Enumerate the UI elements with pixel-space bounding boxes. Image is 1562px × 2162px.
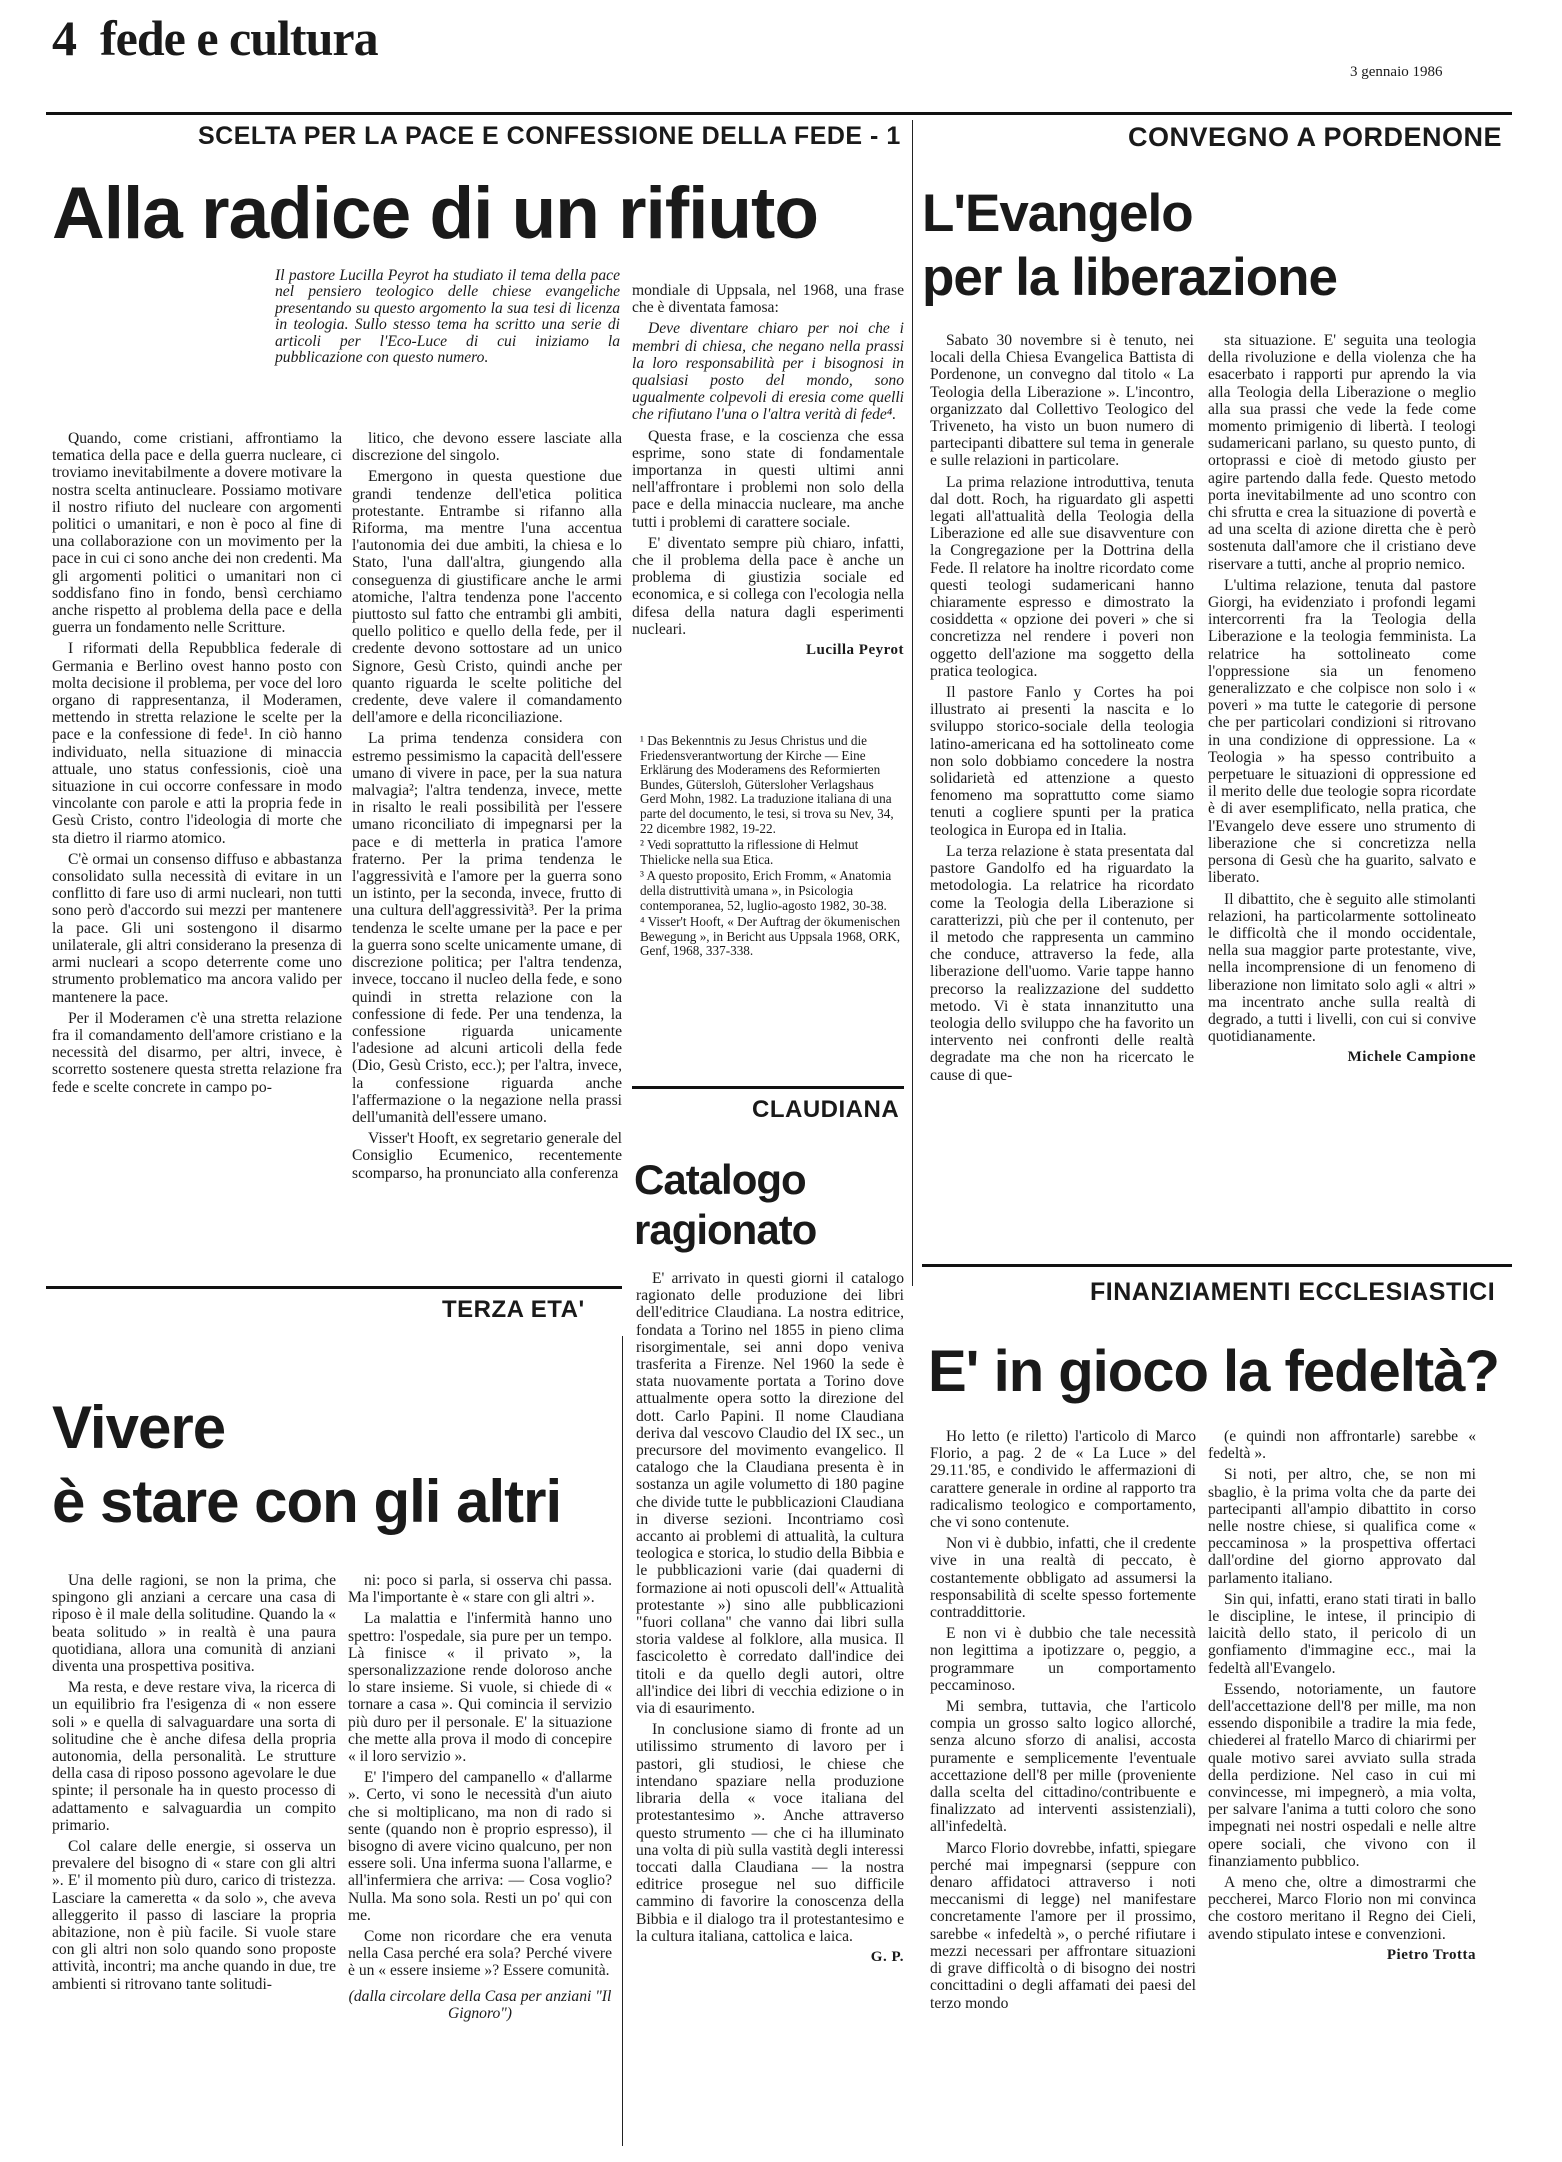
article1-title: Alla radice di un rifiuto [52,173,818,254]
footnote-1: ¹ Das Bekenntnis zu Jesus Christus und die Friedensverantwortung der Kirche — Eine Erklärung des Moderamens des Reformierten Bundes, Gütersloh, Gütersloher Verlagshaus Gerd Mohn, 1982. La traduzione italiana di una parte del documento, le tesi, si trova su Nev, 34, 22 dicembre 1982, 19-22. [640,734,894,836]
article1-col3-lead: mondiale di Uppsala, nel 1968, una frase che è diventata famosa: [632,282,904,317]
article2-col2 [1208,332,1476,1212]
article5-col2-p5: A meno che, oltre a dimostrarmi che peccherei, Marco Florio non mi convinca che costoro meritano il Regno dei Cieli, avendo stipulato intese e convenzioni. [1208,1874,1476,1943]
article3-body [636,1270,904,2146]
article1-quote: Deve diventare chiaro per noi che i membri di chiesa, che negano nella prassi la loro responsabilità per i bisognosi in qualsiasi posto del mondo, sono ugualmente colpevoli di eresia come quelli che rifiutano l'una o l'altra verità di fede⁴. [632,320,904,424]
article2-col2-p2: L'ultima relazione, tenuta dal pastore Giorgi, ha evidenziato i profondi legami intercorrenti fra la Teologia della Liberazione e la teologia femminista. La relatrice ha sottolineato come l'oppressione sia un fenomeno generalizzato e che colpisce non solo i « poveri » ma tutte le categorie di persone che per particolari condizioni si ritrovano in una condizione di oppressione. La « Teologia » ha spesso contribuito a perpetuare le situazioni di oppressione ed il merito delle due teologie sopra ricordate è di aver esemplificato, nella pratica, che l'Evangelo deve essere uno strumento di liberazione che si concretizza nella persona di Gesù che ha guarito, salvato e liberato. [1208,576,1476,887]
article2-col1-p3: Il pastore Fanlo y Cortes ha poi illustrato ai presenti la nascita e lo sviluppo storico-sociale della teologia latino-americana ed ha sottolineato come non solo dobbiamo concedere la nostra solidarietà ed attenzione a questo fenomeno ma soprattutto come siamo tenuti a cogliere spunti per la pratica teologica in Europa ed in Italia. [930,684,1194,839]
article5-col2-p4: Essendo, notoriamente, un fautore dell'accettazione dell'8 per mille, ma non essendo disponibile a tradire la mia fede, chiederei al fratello Marco di chiarirmi per quale motivo sarei avviato sulla strada della perdizione. Nel caso in cui mi convincesse, mi impegnerò, a mia volta, per salvare l'anima a tutti coloro che sono impegnati nei nostri ospedali e nelle altre opere sociali, che vivono con il finanziamento pubblico. [1208,1680,1476,1870]
article4-col2-p3: E' l'impero del campanello « d'allarme ». Certo, vi sono le necessità d'un aiuto che si moltiplicano, ma non di rado si sente (quando non è proprio espresso), il bisogno di avere vicino qualcuno, per non essere soli. Una inferma suona l'allarme, e all'infermiera che arriva: — Cosa voglio? Nulla. Ma sono sola. Resti un po' qui con me. [348,1769,612,1924]
article5-col1-p5: Marco Florio dovrebbe, infatti, spiegare perché mai impegnarsi (seppure con denaro affidatoci attraverso i noti meccanismi di legge) nel manifestare concretamente l'amore per il prossimo, sarebbe « infedeltà », o perché rifiutare i mezzi necessari per affrontare situazioni di grave difficoltà o di bisogno dei nostri concittadini o degli affamati dei paesi del terzo mondo [930,1839,1196,2012]
article5-col1-p4: Mi sembra, tuttavia, che l'articolo compia un grosso salto logico allorché, senza alcuno sforzo di analisi, accosta puramente e semplicemente l'eventuale accettazione dell'8 per mille (proveniente dalla scelta del cittadino/contribuente e finalizzato ad interventi assistenziali), all'infedeltà. [930,1698,1196,1836]
article5-col1 [930,1428,1196,2148]
article1-col3-p2: E' diventato sempre più chiaro, infatti, che il problema della pace è anche un problema di giustizia sociale ed economica, e si collega con l'ecologia nella difesa della natura dagli esperimenti nucleari. [632,534,904,638]
footnote-3: ³ A questo proposito, Erich Fromm, « Anatomia della distruttività umana », in Psicologia contemporanea, 52, luglio-agosto 1982, 30-38. [640,868,892,913]
article1-intro: Il pastore Lucilla Peyrot ha studiato il tema della pace nel pensiero teologico delle chiese evangeliche presentando su questo argomento la sua tesi di licenza in teologia. Sullo stesso tema ha scritto una serie di articoli per l'Eco-Luce di cui iniziamo la pubblicazione con questo numero. [275,267,620,367]
article1-footnotes [640,734,902,1086]
article2-author: Michele Campione [1347,1049,1476,1066]
article5-col1-p3: E non vi è dubbio che tale necessità non legittima a ipotizzare o, peggio, a programmare un comportamento peccaminoso. [930,1625,1196,1694]
article3-rule [632,1086,904,1089]
article1-col1-p2: I riformati della Repubblica federale di Germania e Berlino ovest hanno posto con molta decisione il problema, per voce del loro organo di rappresentanza, il Moderamen, mettendo in stretta relazione le scelte per la pace e la confessione di fede¹. In ciò hanno individuato, nella situazione di minaccia attuale, uno status confessionis, cioè una situazione in cui occorre confessare in modo vincolante con parole e atti la propria fede in Gesù Cristo, contro l'ideologia di morte che sta dietro il riarmo atomico. [52,640,342,847]
article5-col1-p1: Ho letto (e riletto) l'articolo di Marco Florio, a pag. 2 de « La Luce » del 29.11.'85, e condivido le affermazioni di carattere generale in ordine al rapporto tra radicalismo teologico e comportamento, che vi sono contenute. [930,1428,1196,1532]
article1-col1-p4: Per il Moderamen c'è una stretta relazione fra il comandamento dell'amore cristiano e la necessità del disarmo, per altri, invece, è scorretto sostenere questa stretta relazione fra fede e scelte concrete in campo po- [52,1009,342,1096]
article1-col2-p3: La prima tendenza considera con estremo pessimismo la capacità dell'essere umano di vivere in pace, per la sua natura malvagia²; l'altra tendenza, invece, mette in risalto le reali possibilità per l'essere umano riconciliato di impegnarsi per la pace e di metterla in pratica l'amore fraterno. Per la prima tendenza le l'aggressività e l'amore per la guerra sono un istinto, per la seconda, invece, frutto di una cultura dell'aggressività³. Per la prima tendenza le scelte umane per la pace e per la guerra sono scelte unicamente umane, di discrezione politica; per l'altra tendenza, invece, toccano il nucleo della fede, e sono quindi in stretta relazione con la confessione di fede. Per una tendenza, la confessione riguarda unicamente l'adesione ad alcuni articoli della fede (Dio, Gesù Cristo, ecc.); per l'altra, invece, la confessione riguarda anche l'affermazione o la negazione nella prassi dell'umanità dell'essere umano. [352,730,622,1126]
article5-col2-p3: Sin qui, infatti, erano stati tirati in ballo le discipline, le intese, il principio di laicità dello stato, il pericolo di un gonfiamento d'immagine ecc., mai la fedeltà all'Evangelo. [1208,1590,1476,1677]
article1-col2-p1: litico, che devono essere lasciate alla discrezione del singolo. [352,430,622,465]
article2-col2-p3: Il dibattito, che è seguito alle stimolanti relazioni, ha particolarmente sottolineato le difficoltà che il mondo occidentale, nella sua maggior parte protestante, vive, nella incomprensione di un fenomeno di liberazione non limitato solo agli « altri » ma incentrato anche sulla realtà di degrado, a tutti i livelli, con cui si convive quotidianamente. [1208,890,1476,1046]
article4-kicker: TERZA ETA' [442,1296,585,1323]
article5-col2-p2: Si noti, per altro, che, se non mi sbaglio, è la prima volta che da parte dei partecipanti all'ampio dibattito in corso nelle nostre chiese, si qualifica come « peccaminosa » la prospettiva offertaci dall'ordine del giorno approvato dal parlamento italiano. [1208,1466,1476,1587]
article4-title-line1: Vivere [52,1394,226,1461]
article4-col2-p2: La malattia e l'infermità hanno uno spettro: l'ospedale, sia pure per un tempo. Là finisce « il privato », la spersonalizzazione rende doloroso anche lo stare insieme. Si vuole, si chiede di « tornare a casa ». Qui comincia il servizio più duro per il personale. E' la situazione che mette alla prova il modo di concepire « il loro servizio ». [348,1610,612,1766]
article4-col1-p3: Col calare delle energie, si osserva un prevalere del bisogno di « stare con gli altri ». E' il momento più duro, carico di tristezza. Lasciare la cameretta « da solo », che aveva alleggerito il passo di lasciare la propria abitazione, non è più facile. Si vuole stare con gli altri non solo quando sono proposte attività, incontri; ma anche quando in due, tre ambienti si ritrovano tante solitudi- [52,1838,336,1993]
article4-col1-p2: Ma resta, e deve restare viva, la ricerca di un equilibrio fra l'esigenza di « non essere soli » e quella di salvaguardare una sorta di solitudine che è anche difesa della propria autonomia, della personalità. Le strutture della casa di riposo possono agevolare le due spinte; il personale ha in questo processo di adattamento e salvaguardia un compito primario. [52,1679,336,1834]
article3-author: G. P. [870,1948,904,1965]
article5-title: E' in gioco la fedeltà? [928,1339,1499,1404]
article2-col1-p4: La terza relazione è stata presentata dal pastore Gandolfo ed ha riguardato la metodologia. La relatrice ha ricordato come la Teologia della Liberazione si caratterizzi, più che per il contenuto, per il metodo che rappresenta un cammino che conduce, attraverso la fede, alla liberazione dell'uomo. Varie tappe hanno precorso la realizzazione del suddetto metodo. Vi è stata innanzitutto una teologia dello sviluppo che ha favorito un intervento nei confronti delle realtà degradate ma che non ha ricercato le cause di que- [930,842,1194,1084]
article1-col2-p4: Visser't Hooft, ex segretario generale del Consiglio Ecumenico, recentemente scomparso, ha pronunciato alla conferenza [352,1130,622,1182]
article1-col1 [52,430,342,1298]
article1-col1-p1: Quando, come cristiani, affrontiamo la tematica della pace e della guerra nucleare, ci troviamo inevitabilmente a dovere motivare la nostra scelta antinucleare. Possiamo motivare il nostro rifiuto del nucleare con argomenti politici o umanitari, e non è poco al fine di una collaborazione con un movimento per la pace in cui ci sono anche dei non credenti. Ma gli argomenti politici o umanitari non ci soddisfano fino in fondo, bensì cerchiamo anche rispetto al problema della pace e della guerra un fondamento nelle Scritture. [52,430,342,637]
article4-col1 [52,1572,336,2148]
article1-kicker: SCELTA PER LA PACE E CONFESSIONE DELLA FEDE - 1 [198,122,901,150]
article1-col2-p2: Emergono in questa questione due grandi tendenze dell'etica politica protestante. Entrambe si rifanno alla Riforma, ma mentre l'una accentua l'autonomia dei due ambiti, la chiesa e lo Stato, l'una dall'altra, giungendo alla conseguenza di giustificare anche le armi atomiche, l'altra tendenza pone l'accento piuttosto sul fatto che entrambi gli ambiti, quello politico e quello della fede, per il credente devono sottostare ad un unico Signore, Gesù Cristo, quindi anche per quanto riguarda le scelte politiche del credente, deve valere il comandamento dell'amore e della riconciliazione. [352,468,622,727]
article3-kicker: CLAUDIANA [752,1096,900,1123]
article2-col1-p1: Sabato 30 novembre si è tenuto, nei locali della Chiesa Evangelica Battista di Pordenone, un convegno dal titolo « La Teologia della Liberazione ». L'incontro, organizzato dal Collettivo Teologico del Triveneto, ha visto un buon numero di partecipanti dibattere sul tema in generale e sulle relazioni in particolare. [930,332,1194,470]
article5-author: Pietro Trotta [1386,1946,1476,1963]
article1-col3-p1: Questa frase, e la coscienza che essa esprime, sono state di fondamentale importanza in questi ultimi anni nell'affrontare i problemi non solo della pace e della minaccia nucleare, ma anche tutti i problemi di carattere sociale. [632,427,904,531]
article2-kicker: CONVEGNO A PORDENONE [1128,122,1503,152]
divider-article4-article3 [622,1336,623,2146]
section-title: fede e cultura [100,10,378,66]
article3-p2: In conclusione siamo di fronte ad un utilissimo strumento di lavoro per i pastori, gli studiosi, le chiese che intendano spaziare nella produzione libraria della « voce italiana del protestantesimo ». Anche attraverso questo strumento — che ci ha illuminato una volta di più sulla vastità degli interessi toccati dalla Claudiana — la nostra editrice prosegue nel suo difficile cammino di favorire la conoscenza della Bibbia e il dialogo tra il protestantesimo e la cultura italiana, cattolica e laica. [636,1721,904,1945]
article4-col2-p1: ni: poco si parla, si osserva chi passa. Ma l'importante è « stare con gli altri ». [348,1572,612,1607]
footnote-4: ⁴ Visser't Hooft, « Der Auftrag der ökumenischen Bewegung », in Bericht aus Uppsala 1968, ORK, Genf, 1968, 337-338. [640,914,901,959]
article4-rule [46,1286,622,1289]
article4-col1-p1: Una delle ragioni, se non la prima, che spingono gli anziani a cercare una casa di riposo è il male della solitudine. Quando la « beata solitudo » in realtà è una paura quotidiana, allora una comunità di anziani diventa una prospettiva positiva. [52,1572,336,1676]
article5-col2-p1: (e quindi non affrontarle) sarebbe « fedeltà ». [1208,1428,1476,1463]
article4-credit: (dalla circolare della Casa per anziani "Il Gignoro") [348,1987,612,2022]
article1-author: Lucilla Peyrot [806,642,904,659]
article5-col2 [1208,1428,1476,2148]
article2-title-line1: L'Evangelo [922,184,1193,243]
article3-title-line1: Catalogo [634,1156,806,1203]
article3-p1: E' arrivato in questi giorni il catalogo ragionato delle produzione dei libri dell'editrice Claudiana. La nostra editrice, fondata a Torino nel 1855 in pieno clima risorgimentale, sei anni dopo veniva trasferita a Firenze. Nel 1960 la sede è stata nuovamente portata a Torino dove attualmente opera sotto la direzione del dott. Carlo Papini. Il nome Claudiana deriva dal vescovo Claudio del IX sec., un precursore del movimento evangelico. Il catalogo che la Claudiana presenta è in sostanza un agile volumetto di 180 pagine che divide tutte le pubblicazioni Claudiana in diverse sezioni. Incontriamo così accanto ai problemi di attualità, la cultura teologica e storica, lo studio della Bibbia e le pubblicazioni varie (dai quaderni di formazione ai noti opuscoli dell'« Attualità protestante ») sino alle pubblicazioni "fuori collana" che vanno dai libri sulla storia valdese al folklore, alla musica. Il fascicoletto è corredato dall'indice dei titoli e da quello degli autori, oltre all'indice dei libri di vecchia edizione o in via di esaurimento. [636,1270,904,1718]
article2-title-line2: per la liberazione [922,248,1337,307]
article2-col2-p1: sta situazione. E' seguita una teologia della rivoluzione e della violenza che ha esacerbato i rapporti pur aprendo la via alla Teologia della Liberazione o meglio alla sua prassi che vede la fede come momento primigenio di libertà. I teologi sudamericani parlano, su questo punto, di ortoprassi e cioè di metodo giusto per agire partendo dalla fede. Questo metodo porta inevitabilmente ad uno scontro con chi sfrutta e crea la situazione di povertà e ad una scelta di azione diretta che è però sostenuta dall'amore che il cristiano deve riservare a tutti, anche al proprio nemico. [1208,332,1476,573]
article1-col2 [352,430,622,1298]
article5-col1-p2: Non vi è dubbio, infatti, che il credente vive in una realtà di peccato, è costantemente obbligato ad assumersi la responsabilità di scelte spesso fortemente contraddittorie. [930,1535,1196,1622]
article4-col2-p4: Come non ricordare che era venuta nella Casa perché era sola? Perché vivere è un « essere insieme »? Essere comunità. [348,1928,612,1980]
masthead-rule [46,112,1512,115]
article3-title-line2: ragionato [634,1206,817,1253]
footnote-2: ² Vedi soprattutto la riflessione di Helmut Thielicke nella sua Etica. [640,837,859,867]
issue-date: 3 gennaio 1986 [1350,64,1443,80]
article1-col1-p3: C'è ormai un consenso diffuso e abbastanza consolidato sulla necessità di evitare in un conflitto di fare uso di armi nucleari, non tutti sono però d'accordo sui mezzi per mantenere la pace. Gli uni sostengono il disarmo unilaterale, gli altri considerano la presenza di armi nucleari a scopo deterrente come uno strumento problematico ma ancora valido per mantenere la pace. [52,850,342,1006]
article5-kicker: FINANZIAMENTI ECCLESIASTICI [1090,1278,1496,1306]
article1-col3 [632,282,904,714]
article4-title-line2: è stare con gli altri [52,1468,562,1535]
article5-rule [922,1264,1512,1267]
page-number: 4 [52,10,77,66]
article4-col2 [348,1572,612,2148]
article2-col1 [930,332,1194,1212]
divider-article1-article2 [912,120,913,1286]
article2-col1-p2: La prima relazione introduttiva, tenuta dal dott. Roch, ha riguardato gli aspetti legati all'attualità della Teologia della Liberazione ed alle sue disavventure con la Congregazione per la Dottrina della Fede. Il relatore ha inoltre ricordato come questi teologi sudamericani hanno chiaramente espresso e dimostrato la cosiddetta « opzione dei poveri » che si concretizza nel rendere i poveri non oggetto dell'azione ma soggetto della pratica teologica. [930,473,1194,680]
